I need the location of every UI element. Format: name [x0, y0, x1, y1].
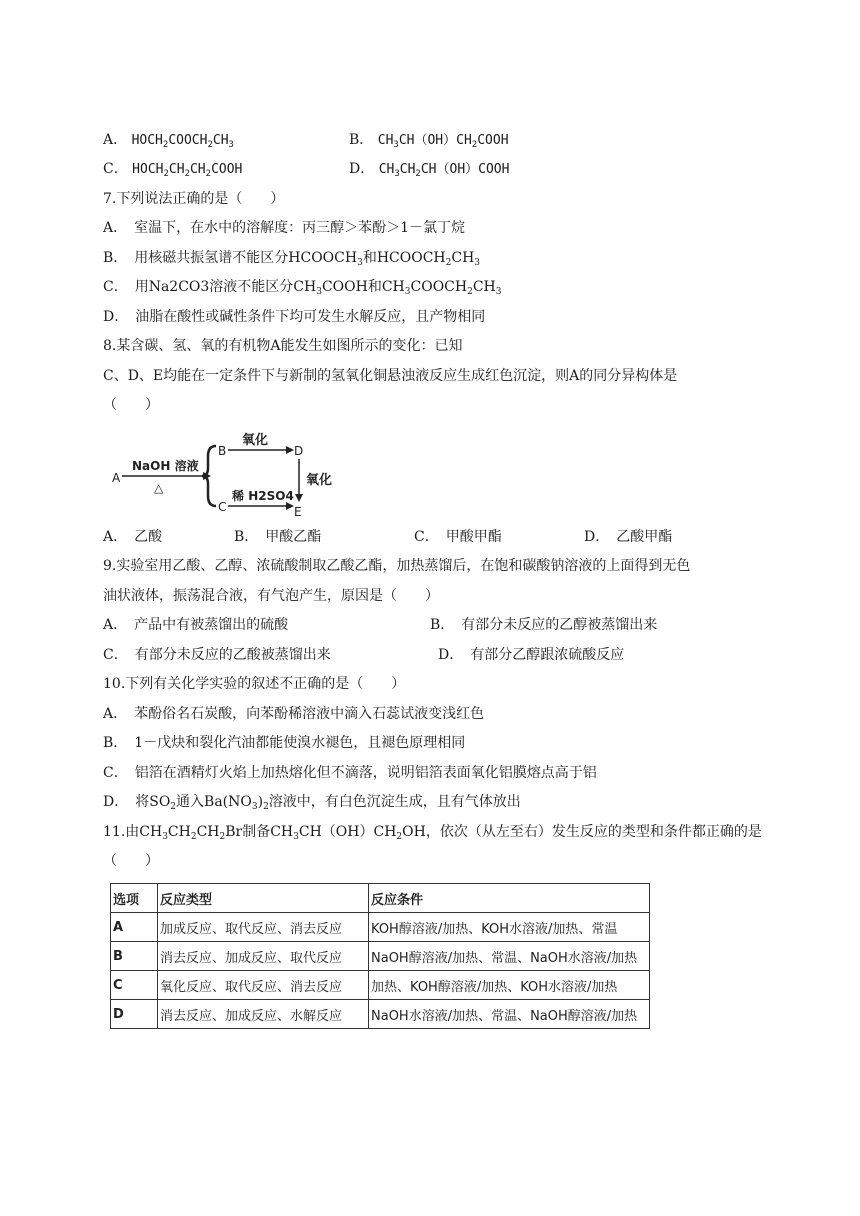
q8-stem-line1: 8.某含碳、氢、氧的有机物A能发生如图所示的变化：已知 — [103, 338, 463, 354]
table-cell-type: 消去反应、加成反应、取代反应 — [158, 942, 369, 971]
q9-option-a: A． 产品中有被蒸馏出的硫酸 — [103, 617, 289, 633]
table-cell-option: B — [111, 942, 158, 971]
q8-option-c: C． 甲酸甲酯 — [414, 529, 502, 545]
q8-option-d: D． 乙酸甲酯 — [584, 529, 673, 545]
q6-option-c: C． $HOCH_2CH_2CH_2COOH$ — [103, 161, 243, 179]
q7-stem: 7.下列说法正确的是（ ） — [103, 191, 285, 207]
q9-stem-line2: 油状液体，振荡混合液，有气泡产生，原因是（ ） — [103, 588, 439, 604]
q8-stem-line2: C、D、E均能在一定条件下与新制的氢氧化铜悬浊液反应生成红色沉淀，则A的同分异构体是 — [103, 368, 678, 384]
table-row — [111, 1000, 650, 1029]
diagram-oxidation-1: 氧化 — [242, 433, 269, 448]
diagram-label-c: C — [218, 500, 227, 514]
q8-option-b: B． 甲酸乙酯 — [234, 529, 322, 545]
q9-option-d: D． 有部分乙醇跟浓硫酸反应 — [438, 647, 625, 663]
q8-option-a: A． 乙酸 — [103, 529, 163, 545]
table-header-row — [111, 884, 650, 913]
q8-answer-paren: （ ） — [103, 397, 159, 413]
table-row — [111, 913, 650, 942]
q9-stem-line1: 9.实验室用乙酸、乙醇、浓硫酸制取乙酸乙酯，加热蒸馏后，在饱和碳酸钠溶液的上面得到无色 — [103, 558, 691, 574]
table-header-option: 选项 — [111, 884, 158, 913]
q10-option-b: B． 1－戊炔和裂化汽油都能使溴水褪色，且褪色原理相同 — [103, 735, 466, 751]
q7-option-c: C． 用Na2CO3溶液不能区分$CH_3COOH$和$CH_3COOCH_2CH_3$ — [103, 279, 502, 297]
q6-option-a-text: $HOCH_2COOCH_2CH_3$ — [131, 133, 234, 150]
table-cell-condition: NaOH水溶液/加热、常温、NaOH醇溶液/加热 — [369, 1000, 650, 1029]
q7-option-b: B． 用核磁共振氢谱不能区分$HCOOCH_3$和$HCOOCH_2CH_3$ — [103, 250, 481, 268]
q11-stem: 11.由$CH_3CH_2CH_2Br$制备$CH_3CH(OH)CH_2OH$，依次（从左至右）发生反应的类型和条件都正确的是 — [103, 824, 762, 842]
q6-option-d-text: $CH_3CH_2CH(OH)COOH$ — [378, 162, 510, 179]
table-header-type: 反应类型 — [158, 884, 369, 913]
diagram-reagent-acid: 稀 H2SO4 — [232, 489, 294, 503]
diagram-label-e: E — [294, 505, 302, 519]
table-row — [111, 971, 650, 1000]
diagram-arrowhead-d-e — [295, 494, 303, 502]
q7-option-d: D． 油脂在酸性或碱性条件下均可发生水解反应，且产物相同 — [103, 309, 486, 325]
table-cell-type: 氧化反应、取代反应、消去反应 — [158, 971, 369, 1000]
diagram-label-a: A — [112, 471, 121, 485]
diagram-label-b: B — [218, 444, 227, 458]
table-cell-option: D — [111, 1000, 158, 1029]
diagram-label-d: D — [294, 444, 304, 458]
diagram-arrowhead-b-d — [286, 446, 294, 454]
diagram-oxidation-2: 氧化 — [306, 473, 333, 488]
q10-option-d: D． 将$SO_2$通入$Ba(NO_3)_2$溶液中，有白色沉淀生成，且有气体放出 — [103, 794, 521, 812]
q6-option-d: D． $CH_3CH_2CH(OH)COOH$ — [349, 161, 510, 179]
table-header-condition: 反应条件 — [369, 884, 650, 913]
q10-stem: 10.下列有关化学实验的叙述不正确的是（ ） — [103, 676, 406, 692]
diagram-arrowhead-c-e — [286, 502, 294, 510]
table-cell-type: 加成反应、取代反应、消去反应 — [158, 913, 369, 942]
q11-answer-paren: （ ） — [103, 853, 159, 869]
table-cell-option: A — [111, 913, 158, 942]
table-cell-type: 消去反应、加成反应、水解反应 — [158, 1000, 369, 1029]
q9-option-c: C． 有部分未反应的乙酸被蒸馏出来 — [103, 647, 331, 663]
q6-option-c-text: $HOCH_2CH_2CH_2COOH$ — [132, 162, 243, 179]
q10-option-c: C． 铝箔在酒精灯火焰上加热熔化但不滴落，说明铝箔表面氧化铝膜熔点高于铝 — [103, 765, 597, 781]
table-cell-condition: 加热、KOH醇溶液/加热、KOH水溶液/加热 — [369, 971, 650, 1000]
q6-option-a: A． $HOCH_2COOCH_2CH_3$ — [103, 132, 234, 150]
q11-options-table — [110, 883, 650, 1029]
table-cell-condition: NaOH醇溶液/加热、常温、NaOH水溶液/加热 — [369, 942, 650, 971]
table-cell-condition: KOH醇溶液/加热、KOH水溶液/加热、常温 — [369, 913, 650, 942]
table-row — [111, 942, 650, 971]
table-cell-option: C — [111, 971, 158, 1000]
diagram-heat-symbol: △ — [154, 481, 164, 495]
q10-option-a: A． 苯酚俗名石炭酸，向苯酚稀溶液中滴入石蕊试液变浅红色 — [103, 706, 485, 722]
q9-option-b: B． 有部分未反应的乙醇被蒸馏出来 — [430, 617, 658, 633]
q6-option-b-text: $CH_3CH(OH)CH_2COOH$ — [377, 133, 509, 150]
diagram-reagent-naoh: NaOH 溶液 — [132, 459, 199, 473]
reaction-diagram — [110, 410, 350, 520]
q6-option-b: B． $CH_3CH(OH)CH_2COOH$ — [349, 132, 509, 150]
q7-option-a: A． 室温下，在水中的溶解度：丙三醇＞苯酚＞1－氯丁烷 — [103, 220, 466, 236]
